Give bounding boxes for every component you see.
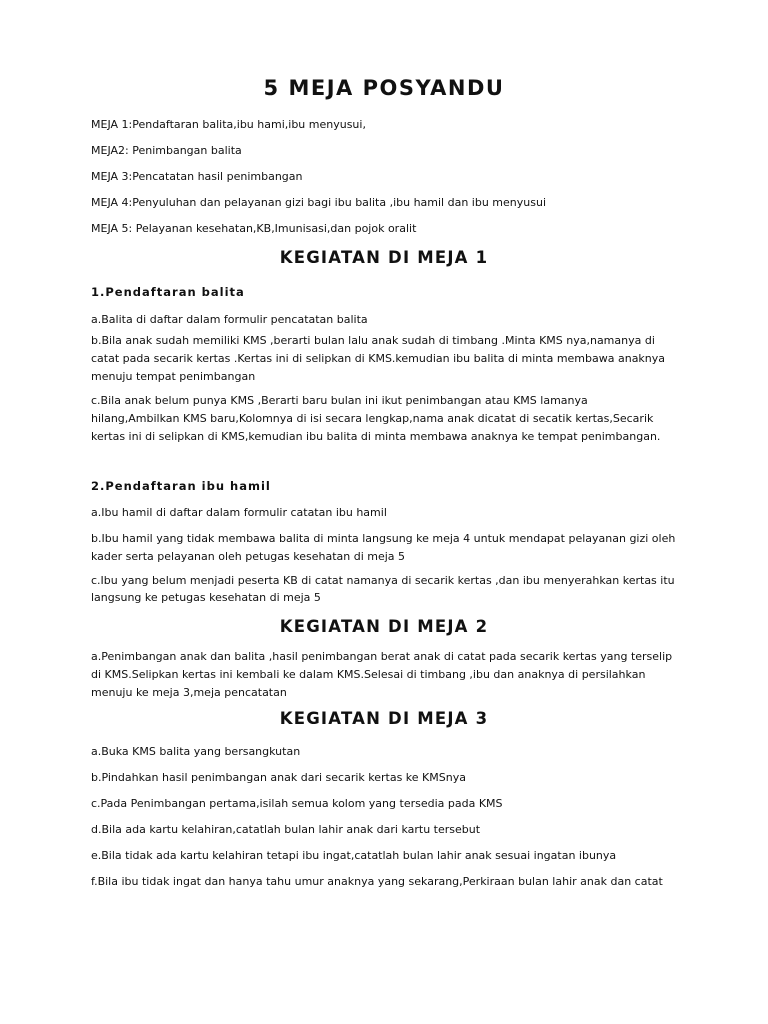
balita-item-a: a.Balita di daftar dalam formulir pencatatan balita [91, 313, 368, 326]
meja-3-item-f: f.Bila ibu tidak ingat dan hanya tahu umur anaknya yang sekarang,Perkiraan bulan lahir anak dan catat [91, 875, 663, 888]
meja-3-item-e: e.Bila tidak ada kartu kelahiran tetapi ibu ingat,catatlah bulan lahir anak sesuai ingatan ibunya [91, 849, 617, 862]
meja-3-item-d: d.Bila ada kartu kelahiran,catatlah bulan lahir anak dari kartu tersebut [91, 823, 481, 836]
text-line: kertas ini di selipkan di KMS,kemudian ibu balita di minta membawa anaknya ke tempat penimbangan. [91, 430, 661, 443]
text-line: di KMS.Selipkan kertas ini kembali ke dalam KMS.Selesai di timbang ,ibu dan anaknya di persilahkan [91, 668, 646, 681]
meja-3-heading: KEGIATAN DI MEJA 3 [279, 709, 489, 728]
text-line: langsung ke petugas kesehatan di meja 5 [91, 591, 321, 604]
pendaftaran-balita-subheading: 1.Pendaftaran balita [91, 285, 245, 299]
meja-2-description: MEJA2: Penimbangan balita [91, 144, 242, 157]
meja-3-item-b: b.Pindahkan hasil penimbangan anak dari secarik kertas ke KMSnya [91, 771, 466, 784]
text-line: a.Penimbangan anak dan balita ,hasil penimbangan berat anak di catat pada secarik kertas yang terselip [91, 650, 673, 663]
text-line: menuju ke meja 3,meja pencatatan [91, 686, 287, 699]
text-line: hilang,Ambilkan KMS baru,Kolomnya di isi secara lengkap,nama anak dicatat di secatik kertas,Secarik [91, 412, 654, 425]
meja-1-heading: KEGIATAN DI MEJA 1 [279, 248, 489, 267]
text-line: c.Ibu yang belum menjadi peserta KB di catat namanya di secarik kertas ,dan ibu menyerahkan kertas itu [91, 574, 675, 587]
document-title: 5 MEJA POSYANDU [263, 76, 505, 100]
meja-2-heading: KEGIATAN DI MEJA 2 [279, 617, 489, 636]
pendaftaran-ibu-hamil-subheading: 2.Pendaftaran ibu hamil [91, 479, 271, 493]
text-line: c.Bila anak belum punya KMS ,Berarti baru bulan ini ikut penimbangan atau KMS lamanya [91, 394, 588, 407]
meja-5-description: MEJA 5: Pelayanan kesehatan,KB,Imunisasi,dan pojok oralit [91, 222, 417, 235]
meja-3-item-a: a.Buka KMS balita yang bersangkutan [91, 745, 301, 758]
meja-3-description: MEJA 3:Pencatatan hasil penimbangan [91, 170, 303, 183]
text-line: kader serta pelayanan oleh petugas kesehatan di meja 5 [91, 550, 406, 563]
ibu-hamil-item-a: a.Ibu hamil di daftar dalam formulir catatan ibu hamil [91, 506, 387, 519]
meja-4-description: MEJA 4:Penyuluhan dan pelayanan gizi bagi ibu balita ,ibu hamil dan ibu menyusui [91, 196, 547, 209]
meja-1-description: MEJA 1:Pendaftaran balita,ibu hami,ibu menyusui, [91, 118, 366, 131]
text-line: menuju tempat penimbangan [91, 370, 256, 383]
text-line: b.Ibu hamil yang tidak membawa balita di minta langsung ke meja 4 untuk mendapat pelayanan gizi oleh [91, 532, 676, 545]
meja-3-item-c: c.Pada Penimbangan pertama,isilah semua kolom yang tersedia pada KMS [91, 797, 503, 810]
text-line: catat pada secarik kertas .Kertas ini di selipkan di KMS.kemudian ibu balita di minta membawa anaknya [91, 352, 666, 365]
text-line: b.Bila anak sudah memiliki KMS ,berarti bulan lalu anak sudah di timbang .Minta KMS nya,namanya di [91, 334, 655, 347]
